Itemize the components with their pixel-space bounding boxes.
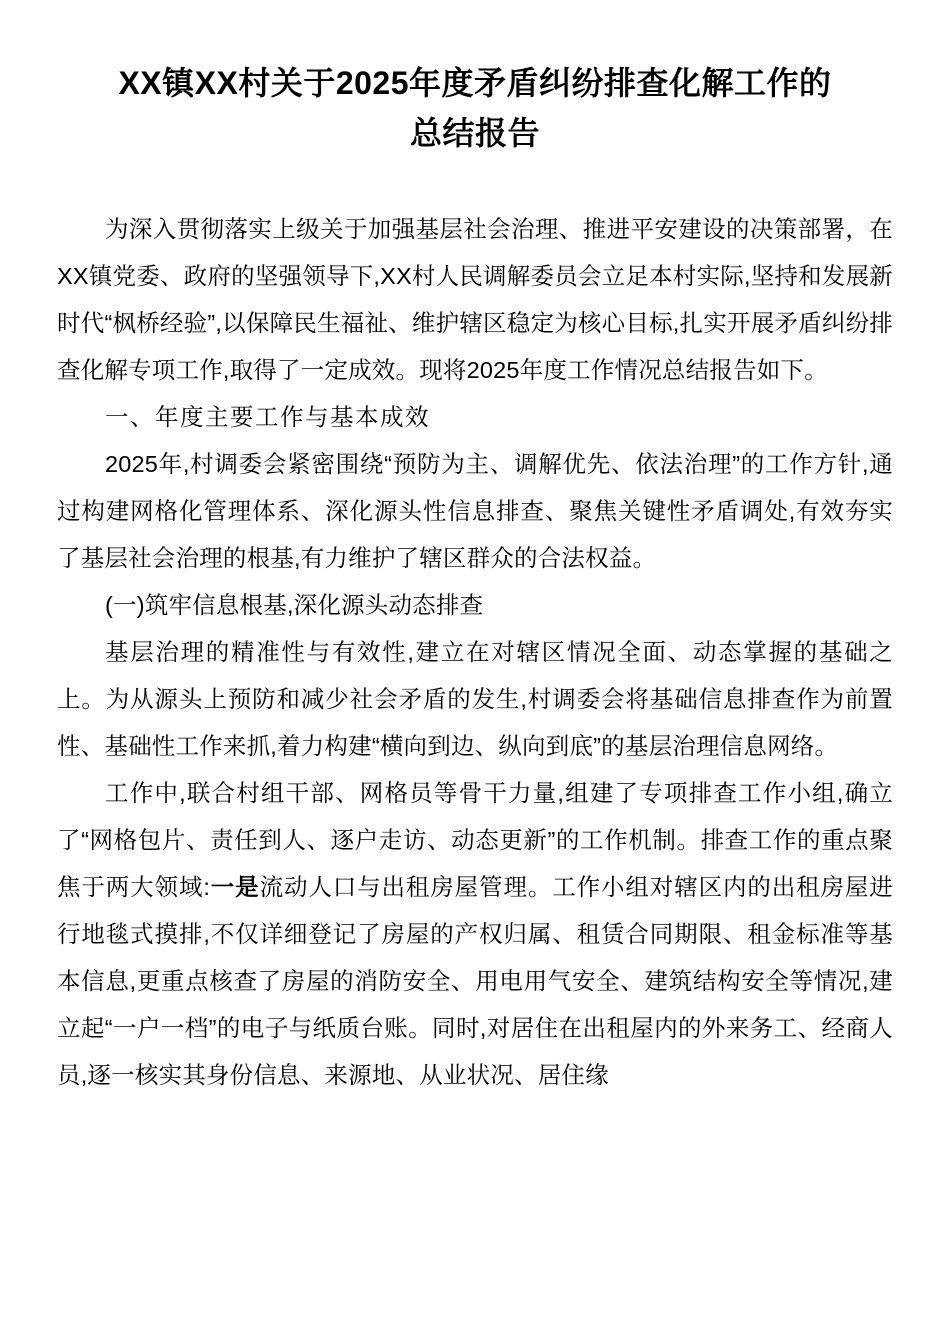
document-body xyxy=(57,206,893,1099)
emphasis-run: 一是 xyxy=(210,874,260,900)
page-title-line-1: XX镇XX村关于2025年度矛盾纠纷排查化解工作的 xyxy=(118,65,832,101)
paragraph-section-1-1-p1: 基层治理的精准性与有效性,建立在对辖区情况全面、动态掌握的基础之上。为从源头上预防和减少社会矛盾的发生,村调委会将基础信息排查作为前置性、基础性工作来抓,着力构建“横向到边、纵向到底”的基层治理信息网络。 xyxy=(57,639,893,759)
text-run: 流动人口与出租房屋管理。工作小组对辖区内的出租房屋进行地毯式摸排,不仅详细登记了房屋的产权归属、租赁合同期限、租金标准等基本信息,更重点核查了房屋的消防安全、用电用气安全、建筑结构安全等情况,建立起“一户一档”的电子与纸质台账。同时,对居住在出租屋内的外来务工、经商人员,逐一核实其身份信息、来源地、从业状况、居住缘 xyxy=(57,874,893,1088)
page-title xyxy=(57,0,893,158)
text-run: 工作中,联合村组干部、网格员等骨干力量,组建了专项排查工作小组,确立了“网格包片、责任到人、逐户走访、动态更新”的工作机制。排查工作的重点聚焦于两大领域: xyxy=(57,780,893,900)
paragraph-preamble: 为深入贯彻落实上级关于加强基层社会治理、推进平安建设的决策部署，在XX镇党委、政府的坚强领导下,XX村人民调解委员会立足本村实际,坚持和发展新时代“枫桥经验”,以保障民生福祉、维护辖区稳定为核心目标,扎实开展矛盾纠纷排查化解专项工作,取得了一定成效。现将2025年度工作情况总结报告如下。 xyxy=(57,216,893,383)
subsection-heading-1-1: (一)筑牢信息根基,深化源头动态排查 xyxy=(105,592,484,618)
paragraph-section-1-1-p2 xyxy=(57,770,893,1099)
section-heading-1: 一、年度主要工作与基本成效 xyxy=(105,404,430,430)
paragraph-section-1-intro: 2025年,村调委会紧密围绕“预防为主、调解优先、依法治理”的工作方针,通过构建网格化管理体系、深化源头性信息排查、聚焦关键性矛盾调处,有效夯实了基层社会治理的根基,有力维护了辖区群众的合法权益。 xyxy=(57,451,893,571)
page-title-line-2: 总结报告 xyxy=(409,115,540,151)
